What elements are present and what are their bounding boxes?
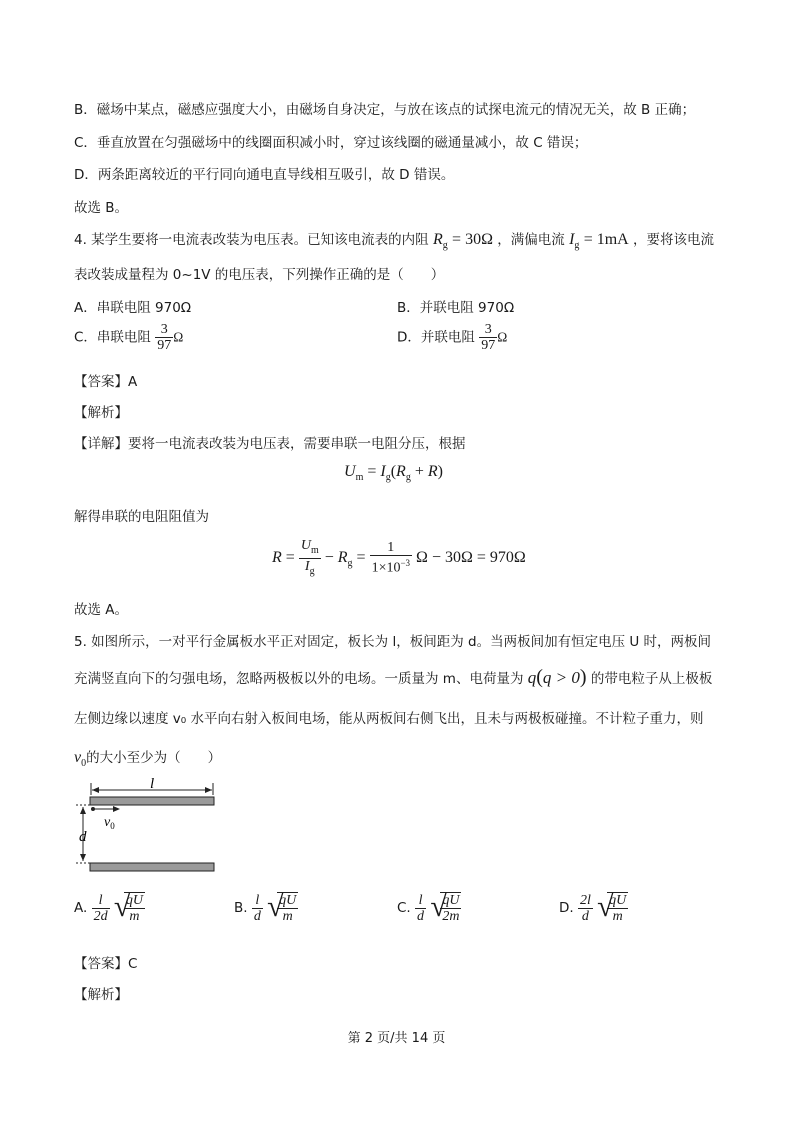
q4-equation-2: R = $\frac{U_m}{I_g}$ − $R_g$ = $\frac{1}{1\times 10^{-3}}$ Ω − 30Ω = 970Ω [272, 538, 526, 577]
q5-option-b: B. $\frac{l}{d}$ √ $\frac{qU}{m}$ [234, 890, 297, 924]
q5-stem-2: 充满竖直向下的匀强电场，忽略两极板以外的电场。一质量为 m、电荷量为 q(q > 0) 的带电粒子从上极板 [74, 666, 713, 688]
q4-analysis: 【解析】 [74, 405, 128, 421]
q5-option-c: C. $\frac{l}{d}$ √ $\frac{qU}{2m}$ [397, 890, 460, 924]
q5-answer: 【答案】C [74, 956, 138, 972]
q5-option-d: D. $\frac{2l}{d}$ √ $\frac{qU}{m}$ [559, 890, 627, 924]
label-d: d [79, 829, 87, 845]
q4-solve: 解得串联的电阻阻值为 [74, 509, 209, 525]
q4-choice: 故选 A。 [74, 602, 129, 618]
q5-stem-1: 5. 如图所示，一对平行金属板水平正对固定，板长为 l，板间距为 d。当两板间加有恒定电压 U 时，两板间 [74, 634, 712, 650]
line-b: B．磁场中某点，磁感应强度大小，由磁场自身决定，与放在该点的试探电流元的情况无关，故 B 正确； [74, 102, 696, 118]
choice-b: 故选 B。 [74, 200, 129, 216]
q4-option-a: A．串联电阻 970Ω [74, 300, 192, 316]
q4-option-c: C．串联电阻 $\frac{3}{97}$ Ω [74, 322, 184, 353]
line-d: D．两条距离较近的平行同向通电直导线相互吸引，故 D 错误。 [74, 167, 455, 183]
q4-stem-2: 表改装成量程为 0~1V 的电压表，下列操作正确的是（ ） [74, 267, 445, 283]
q4-equation-1: $U_m = I_g(R_g + R)$ [344, 463, 443, 484]
q5-stem-4: $v_0$的大小至少为（ ） [74, 749, 222, 770]
q5-option-a: A. $\frac{l}{2d}$ √ $\frac{qU}{m}$ [74, 890, 144, 924]
line-c: C．垂直放置在匀强磁场中的线圈面积减小时，穿过该线圈的磁通量减小，故 C 错误； [74, 135, 588, 151]
label-v0: $v_0$ [104, 815, 115, 831]
q4-d-fraction: $\frac{3}{97}$ [481, 322, 496, 353]
q4-answer: 【答案】A [74, 374, 138, 390]
particle [91, 807, 95, 811]
page-footer: 第 2 页/共 14 页 [347, 1031, 446, 1046]
q5-analysis: 【解析】 [74, 987, 128, 1003]
q5-stem-3: 左侧边缘以速度 v₀ 水平向右射入板间电场，能从两板间右侧飞出，且未与两极板碰撞。不计粒子重力，则 [74, 711, 704, 727]
q4-option-b: B．并联电阻 970Ω [397, 300, 515, 316]
q4-c-fraction: $\frac{3}{97}$ [157, 322, 172, 353]
upper-plate [90, 797, 214, 805]
q4-stem-1: 4. 某学生要将一电流表改装为电压表。已知该电流表的内阻 $R_g = 30\Omega$ ，满偏电流 $I_g = 1mA$ ，要将该电流 [74, 231, 715, 252]
lower-plate [90, 863, 214, 871]
parallel-plates-figure [70, 778, 230, 878]
q4-detail: 【详解】要将一电流表改装为电压表，需要串联一电阻分压，根据 [74, 436, 466, 452]
q4-option-d: D．并联电阻 $\frac{3}{97}$ Ω [397, 322, 508, 353]
label-l: l [150, 778, 155, 792]
